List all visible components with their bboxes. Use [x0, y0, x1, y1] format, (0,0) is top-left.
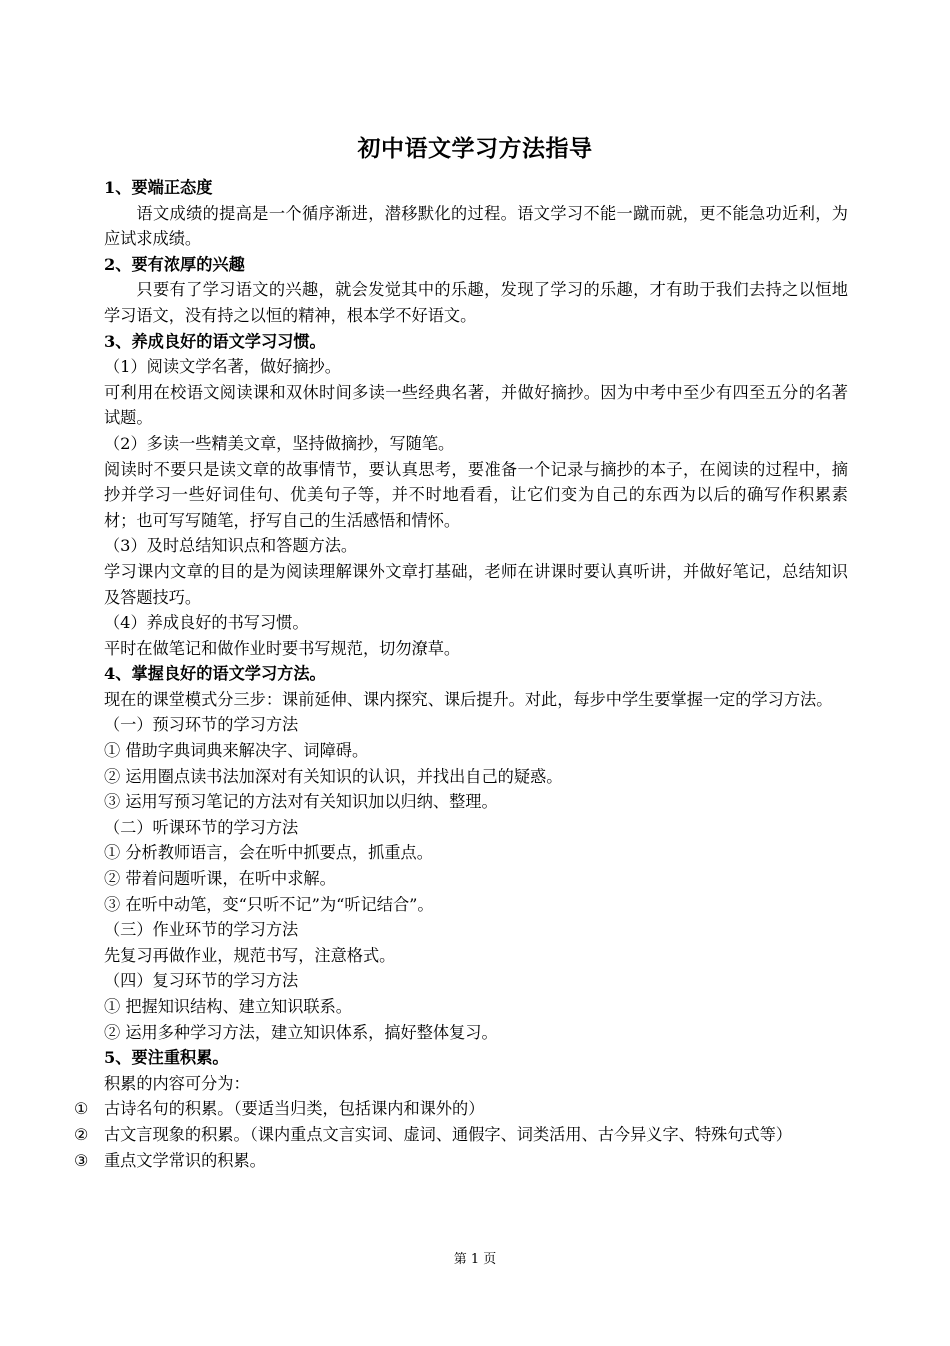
item-marker: ③ [74, 1150, 89, 1170]
paragraph: 只要有了学习语文的兴趣，就会发觉其中的乐趣，发现了学习的乐趣，才有助于我们去持之以恒地学习语文，没有持之以恒的精神，根本学不好语文。 [104, 280, 848, 325]
paragraph: ② 运用圈点读书法加深对有关知识的认识，并找出自己的疑惑。 [104, 766, 563, 786]
paragraph: ② 带着问题听课，在听中求解。 [104, 869, 336, 889]
paragraph: ③ 在听中动笔，变“只听不记”为“听记结合”。 [104, 894, 434, 914]
paragraph: （四）复习环节的学习方法 [104, 971, 299, 991]
page-number: 第 1 页 [453, 1252, 497, 1267]
section-heading: 4、掌握良好的语文学习方法。 [104, 664, 326, 684]
paragraph: 先复习再做作业，规范书写，注意格式。 [104, 945, 396, 965]
item-text: 重点文学常识的积累。 [104, 1150, 266, 1170]
paragraph: 学习课内文章的目的是为阅读理解课外文章打基础，老师在讲课时要认真听讲，并做好笔记，总结知识及答题技巧。 [104, 561, 848, 607]
paragraph: （4）养成良好的书写习惯。 [104, 613, 309, 633]
document-body [74, 175, 848, 1173]
paragraph: 平时在做笔记和做作业时要书写规范，切勿潦草。 [104, 638, 461, 658]
paragraph: （3）及时总结知识点和答题方法。 [104, 536, 358, 556]
paragraph: 积累的内容可分为： [104, 1073, 250, 1093]
paragraph: （2）多读一些精美文章，坚持做摘抄，写随笔。 [104, 433, 455, 453]
paragraph: （1）阅读文学名著，做好摘抄。 [104, 357, 341, 377]
section-heading: 1、要端正态度 [104, 178, 213, 197]
numbered-item [74, 1096, 848, 1122]
numbered-item [74, 1122, 848, 1148]
item-text: 古文言现象的积累。（课内重点文言实词、虚词、通假字、词类活用、古今异义字、特殊句式等） [104, 1124, 792, 1144]
document-title: 初中语文学习方法指导 [357, 135, 593, 162]
numbered-item [74, 1148, 848, 1174]
item-marker: ① [74, 1099, 89, 1119]
item-text: 古诗名句的积累。（要适当归类，包括课内和课外的） [104, 1099, 485, 1119]
paragraph: 语文成绩的提高是一个循序渐进，潜移默化的过程。语文学习不能一蹴而就，更不能急功近利，为应试求成绩。 [104, 203, 848, 249]
paragraph: ③ 运用写预习笔记的方法对有关知识加以归纳、整理。 [104, 792, 498, 812]
paragraph: 现在的课堂模式分三步：课前延伸、课内探究、课后提升。对此，每步中学生要掌握一定的学习方法。 [104, 689, 833, 709]
paragraph: （一）预习环节的学习方法 [104, 715, 299, 735]
paragraph: ① 分析教师语言，会在听中抓要点，抓重点。 [104, 843, 433, 863]
paragraph: ② 运用多种学习方法，建立知识体系，搞好整体复习。 [104, 1022, 498, 1042]
paragraph: 可利用在校语文阅读课和双休时间多读一些经典名著，并做好摘抄。因为中考中至少有四至五分的名著试题。 [104, 382, 848, 428]
paragraph: ① 把握知识结构、建立知识联系。 [104, 997, 352, 1016]
paragraph: （三）作业环节的学习方法 [104, 920, 299, 940]
paragraph: 阅读时不要只是读文章的故事情节，要认真思考，要准备一个记录与摘抄的本子，在阅读的过程中，摘抄并学习一些好词佳句、优美句子等，并不时地看看，让它们变为自己的东西为以后的确写作积累素材；也可写写随笔，抒写自己的生活感悟和情怀。 [104, 459, 848, 530]
section-heading: 2、要有浓厚的兴趣 [104, 254, 245, 274]
section-heading: 3、养成良好的语文学习习惯。 [104, 331, 326, 351]
paragraph: （二）听课环节的学习方法 [104, 817, 299, 837]
section-heading: 5、要注重积累。 [104, 1048, 229, 1068]
paragraph: ① 借助字典词典来解决字、词障碍。 [104, 741, 369, 761]
item-marker: ② [74, 1124, 89, 1144]
